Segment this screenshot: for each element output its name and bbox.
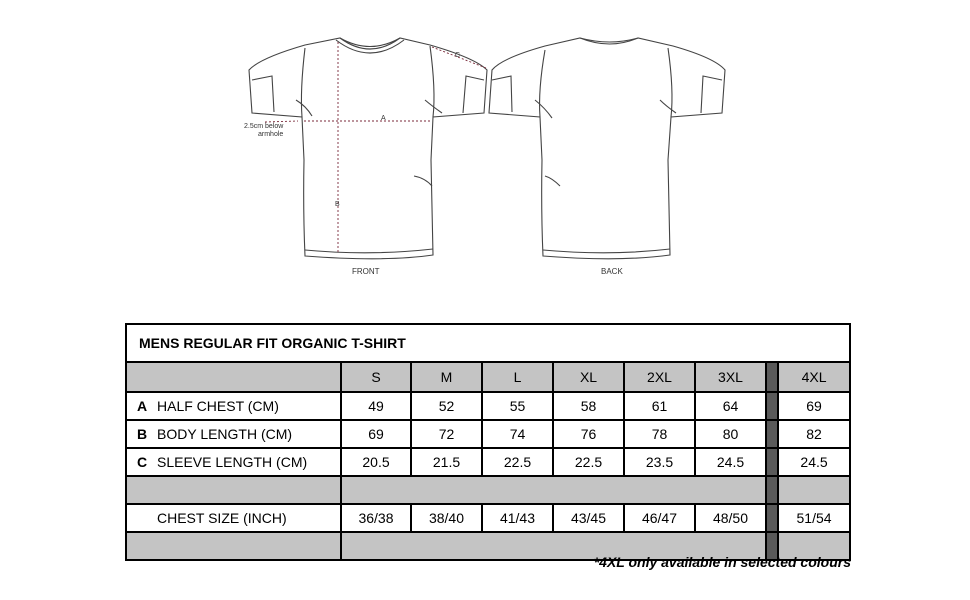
separator-column <box>766 448 778 476</box>
header-blank <box>126 362 341 392</box>
cell: 20.5 <box>341 448 411 476</box>
cell: 46/47 <box>624 504 695 532</box>
cell-4xl: 69 <box>778 392 850 420</box>
availability-footnote: *4XL only available in selected colours <box>593 554 851 570</box>
cell-4xl: 51/54 <box>778 504 850 532</box>
cell: 22.5 <box>553 448 624 476</box>
cell: 38/40 <box>411 504 482 532</box>
cell: 64 <box>695 392 766 420</box>
row-label <box>126 504 341 532</box>
separator-column <box>766 392 778 420</box>
cell: 80 <box>695 420 766 448</box>
cell-4xl: 24.5 <box>778 448 850 476</box>
row-label-text: SLEEVE LENGTH (CM) <box>157 454 308 470</box>
cell: 36/38 <box>341 504 411 532</box>
title-row <box>126 324 850 362</box>
front-dimension-lines <box>265 42 486 253</box>
dim-b-label: B <box>335 201 340 208</box>
size-header-xl: XL <box>553 362 624 392</box>
table-row-sleeve-length <box>126 448 850 476</box>
cell: 76 <box>553 420 624 448</box>
cell: 61 <box>624 392 695 420</box>
dim-a-label: A <box>381 115 386 122</box>
spacer-cell <box>341 476 766 504</box>
table-title: MENS REGULAR FIT ORGANIC T-SHIRT <box>126 324 850 362</box>
row-label <box>126 448 341 476</box>
dim-c-label: C <box>455 52 461 59</box>
cell: 72 <box>411 420 482 448</box>
separator-column <box>766 476 778 504</box>
front-label: FRONT <box>352 267 380 276</box>
cell-4xl: 82 <box>778 420 850 448</box>
measure-note-line2: armhole <box>258 131 284 138</box>
separator-column <box>766 504 778 532</box>
size-header-3xl: 3XL <box>695 362 766 392</box>
row-label <box>126 392 341 420</box>
cell: 23.5 <box>624 448 695 476</box>
row-letter: A <box>137 398 148 414</box>
size-header-m: M <box>411 362 482 392</box>
size-header-2xl: 2XL <box>624 362 695 392</box>
front-tshirt-drawing <box>249 38 487 259</box>
cell: 74 <box>482 420 553 448</box>
spacer-cell <box>126 532 341 560</box>
table-row-spacer <box>126 476 850 504</box>
table-row-half-chest <box>126 392 850 420</box>
size-header-s: S <box>341 362 411 392</box>
cell: 48/50 <box>695 504 766 532</box>
size-header-l: L <box>482 362 553 392</box>
spacer-cell <box>778 476 850 504</box>
spacer-cell <box>126 476 341 504</box>
row-label-text: CHEST SIZE (INCH) <box>157 510 287 526</box>
cell: 43/45 <box>553 504 624 532</box>
cell: 22.5 <box>482 448 553 476</box>
separator-column <box>766 420 778 448</box>
cell: 21.5 <box>411 448 482 476</box>
row-label-text: BODY LENGTH (CM) <box>157 426 293 442</box>
back-label: BACK <box>601 267 623 276</box>
row-letter: C <box>137 454 148 470</box>
size-header-4xl: 4XL <box>778 362 850 392</box>
table-row-body-length <box>126 420 850 448</box>
row-label <box>126 420 341 448</box>
row-letter: B <box>137 426 148 442</box>
size-chart-table <box>125 323 851 561</box>
separator-column <box>766 362 778 392</box>
cell: 49 <box>341 392 411 420</box>
cell: 78 <box>624 420 695 448</box>
back-tshirt-drawing <box>489 38 725 259</box>
measure-note-line1: 2.5cm below <box>244 123 284 130</box>
cell: 41/43 <box>482 504 553 532</box>
table-row-chest-inch <box>126 504 850 532</box>
cell: 52 <box>411 392 482 420</box>
row-label-text: HALF CHEST (CM) <box>157 398 279 414</box>
size-header-row <box>126 362 850 392</box>
cell: 58 <box>553 392 624 420</box>
cell: 24.5 <box>695 448 766 476</box>
cell: 69 <box>341 420 411 448</box>
cell: 55 <box>482 392 553 420</box>
